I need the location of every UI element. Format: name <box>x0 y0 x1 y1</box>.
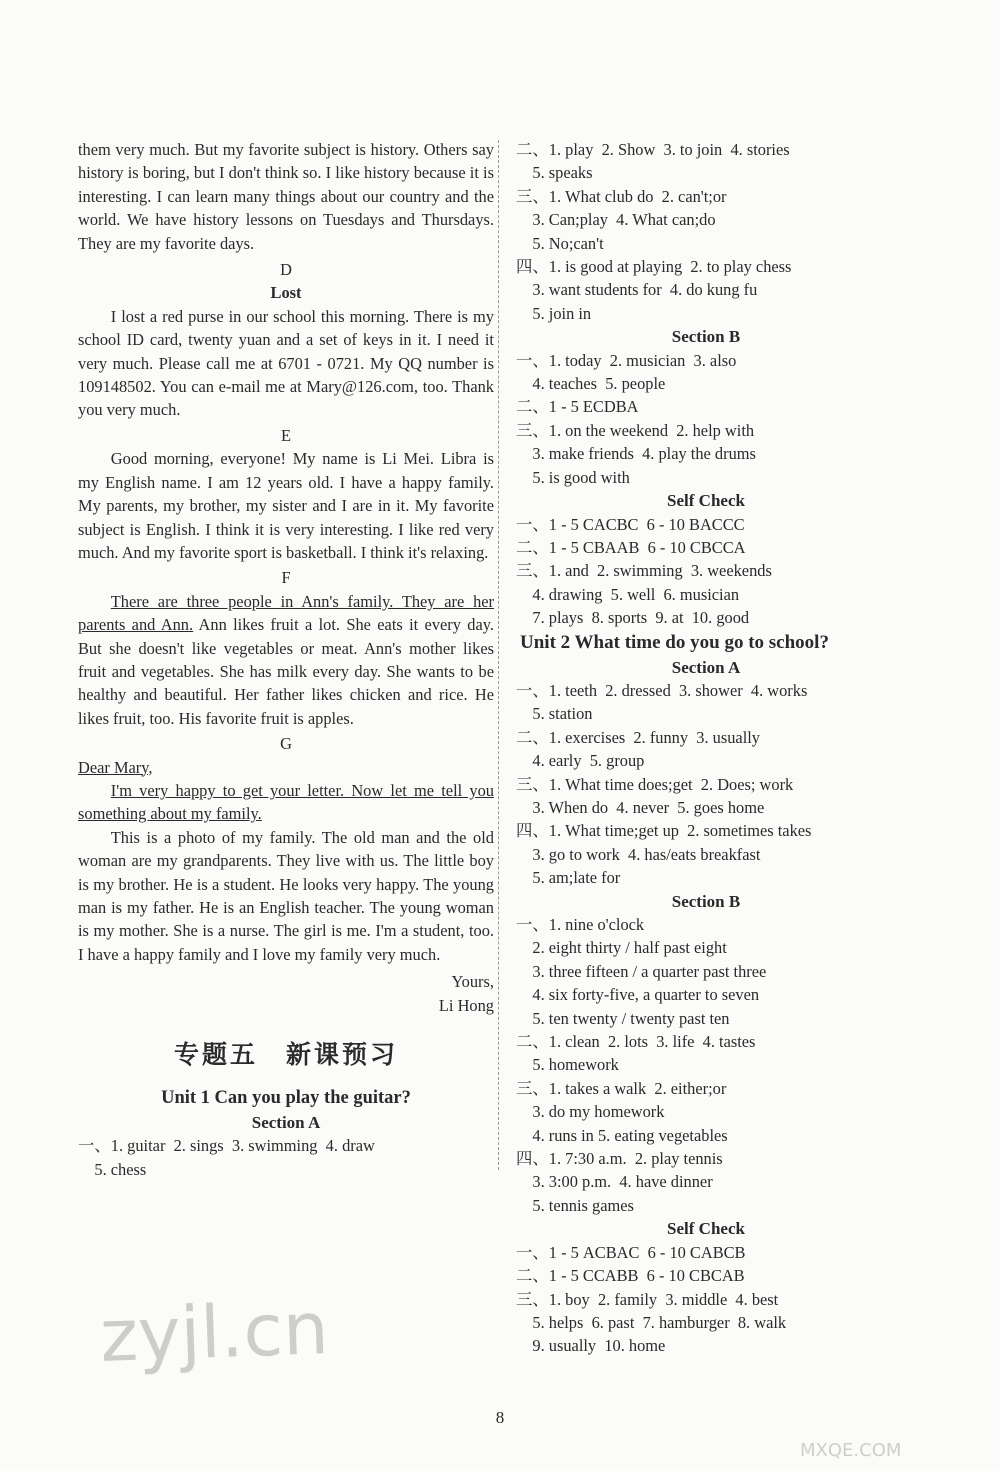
unit1-section-b-title: Section B <box>671 327 741 347</box>
letter-salutation: Dear Mary, <box>78 757 153 777</box>
answer-line: 5. is good with <box>516 467 630 487</box>
passage-c-tail: them very much. But my favorite subject is history. Others say history is boring, but I don't think so. I like history because it is interesting. I can learn many things about our country and the world. We have history lessons on Tuesdays and Thursdays. They are my favorite days. <box>78 140 494 253</box>
answer-line: 5. ten twenty / twenty past ten <box>516 1008 730 1028</box>
unit1-self-check-answers <box>516 513 896 630</box>
letter-closing: Yours, <box>451 972 494 992</box>
answer-line: 5. join in <box>516 303 592 323</box>
answer-line: 一、1 - 5 CACBC 6 - 10 BACCC <box>516 514 745 534</box>
answer-line: 一、1. today 2. musician 3. also <box>516 350 737 370</box>
answer-line: 5. chess <box>78 1159 147 1179</box>
watermark-zyjl: zyjl.cn <box>98 1286 330 1378</box>
passage-f-letter: F <box>281 568 291 588</box>
unit1-section-a-title: Section A <box>251 1113 321 1133</box>
answer-line: 5. tennis games <box>516 1195 634 1215</box>
answer-line: 5. No;can't <box>516 233 604 253</box>
answer-line: 一、1 - 5 ACBAC 6 - 10 CABCB <box>516 1242 746 1262</box>
answer-line: 2. eight thirty / half past eight <box>516 938 727 958</box>
answer-line: 一、1. nine o'clock <box>516 915 645 934</box>
answer-line: 三、1. boy 2. family 3. middle 4. best <box>516 1289 779 1309</box>
answer-line: 二、1. exercises 2. funny 3. usually <box>516 727 760 747</box>
answer-line: 二、1 - 5 CBAAB 6 - 10 CBCCA <box>516 537 746 557</box>
unit2-self-check-answers <box>516 1241 896 1358</box>
unit1-section-b-answers <box>516 349 896 489</box>
letter-para-2: This is a photo of my family. The old man and the old woman are my grandparents. They live with us. The little boy is my brother. He is a student. He looks very happy. The young man is my father. He is an English teacher. The young woman is my mother. She is a nurse. The girl is me. I'm a student, too. I have a happy family and I love my family very much. <box>78 827 494 964</box>
answer-line: 三、1. What time does;get 2. Does; work <box>516 774 794 794</box>
answer-line: 三、1. and 2. swimming 3. weekends <box>516 561 772 581</box>
passage-f-body <box>78 590 494 730</box>
chapter-title: 专题五 新课预习 <box>173 1040 398 1070</box>
answer-line: 7. plays 8. sports 9. at 10. good <box>516 608 750 628</box>
unit2-self-check-title: Self Check <box>667 1219 745 1239</box>
column-divider <box>498 140 499 1170</box>
answer-line: 5. am;late for <box>516 868 621 888</box>
answer-line: 4. early 5. group <box>516 751 645 771</box>
answer-line: 二、1. clean 2. lots 3. life 4. tastes <box>516 1032 756 1052</box>
answer-line: 四、1. is good at playing 2. to play chess <box>516 257 792 277</box>
passage-d-title: Lost <box>270 283 302 303</box>
answer-line: 二、1. play 2. Show 3. to join 4. stories <box>516 140 790 159</box>
passage-d-body: I lost a red purse in our school this morning. There is my school ID card, twenty yuan and a set of keys in it. I need it very much. Please call me at 6701 - 0721. My QQ number is 109148502. You can e-mail me at Mary@126.com, too. Thank you very much. <box>78 306 494 420</box>
watermark-mxqe: MXQE.COM <box>800 1440 902 1461</box>
answer-line: 4. drawing 5. well 6. musician <box>516 584 740 604</box>
answer-line: 4. teaches 5. people <box>516 374 666 394</box>
answer-line: 3. want students for 4. do kung fu <box>516 280 758 300</box>
passage-f-underlined: There are three people in Ann's family. They are her parents and Ann. <box>78 591 494 635</box>
answer-line: 一、1. teeth 2. dressed 3. shower 4. works <box>516 680 808 700</box>
answer-line: 三、1. on the weekend 2. help with <box>516 420 755 440</box>
answer-line: 一、1. guitar 2. sings 3. swimming 4. draw <box>78 1136 375 1156</box>
answer-line: 5. speaks <box>516 163 593 183</box>
passage-e-body: Good morning, everyone! My name is Li Mei. Libra is my English name. I am 12 years old. I have a happy family. My parents, my brother, my sister and I are in it. My favorite subject is English. I think it is very interesting. I like red very much. And my favorite sport is basketball. I think it's relaxing. <box>78 449 494 562</box>
passage-d-letter: D <box>280 260 292 280</box>
passage-g-letter: G <box>280 734 292 754</box>
unit1-title: Unit 1 Can you play the guitar? <box>161 1088 411 1109</box>
passage-f-rest: Ann likes fruit a lot. She eats it every day. But she doesn't like vegetables or meat. Ann's mother likes fruit and vegetables. She has milk every day. She wants to be healthy and beautiful. Her father likes chicken and rice. He likes fruit, too. His favorite fruit is apples. <box>78 615 494 728</box>
unit2-title: Unit 2 What time do you go to school? <box>520 631 829 653</box>
left-column <box>78 138 494 1181</box>
answer-line: 四、1. What time;get up 2. sometimes takes <box>516 821 812 841</box>
unit1-self-check-title: Self Check <box>667 491 745 511</box>
right-column <box>516 138 896 1358</box>
passage-e-letter: E <box>280 425 291 445</box>
answer-line: 三、1. takes a walk 2. either;or <box>516 1078 727 1098</box>
letter-signature: Li Hong <box>438 995 494 1015</box>
unit2-section-a-answers <box>516 679 896 890</box>
answer-line: 5. homework <box>516 1055 619 1075</box>
letter-para-1: I'm very happy to get your letter. Now let me tell you something about my family. <box>78 780 494 824</box>
answer-line: 四、1. 7:30 a.m. 2. play tennis <box>516 1149 723 1169</box>
answer-line: 三、1. What club do 2. can't;or <box>516 186 727 206</box>
answer-line: 3. go to work 4. has/eats breakfast <box>516 844 761 864</box>
answer-line: 5. helps 6. past 7. hamburger 8. walk <box>516 1312 787 1332</box>
unit2-section-b-title: Section B <box>671 891 741 911</box>
answer-line: 3. make friends 4. play the drums <box>516 444 756 464</box>
answer-line: 5. station <box>516 704 593 724</box>
answer-line: 4. six forty-five, a quarter to seven <box>516 985 760 1005</box>
page-number: 8 <box>495 1408 505 1427</box>
answer-line: 3. 3:00 p.m. 4. have dinner <box>516 1172 713 1192</box>
answer-line: 9. usually 10. home <box>516 1336 666 1356</box>
answer-line: 3. When do 4. never 5. goes home <box>516 797 765 817</box>
answer-line: 二、1 - 5 CCABB 6 - 10 CBCAB <box>516 1266 745 1286</box>
answer-line: 4. runs in 5. eating vegetables <box>516 1125 728 1145</box>
unit2-section-b-answers <box>516 913 896 1217</box>
answer-line: 3. Can;play 4. What can;do <box>516 210 716 230</box>
answer-line: 3. do my homework <box>516 1102 665 1122</box>
unit1-section-a-answers <box>516 138 896 325</box>
answer-line: 3. three fifteen / a quarter past three <box>516 961 767 981</box>
answer-line: 二、1 - 5 ECDBA <box>516 397 639 417</box>
unit2-section-a-title: Section A <box>671 657 741 677</box>
